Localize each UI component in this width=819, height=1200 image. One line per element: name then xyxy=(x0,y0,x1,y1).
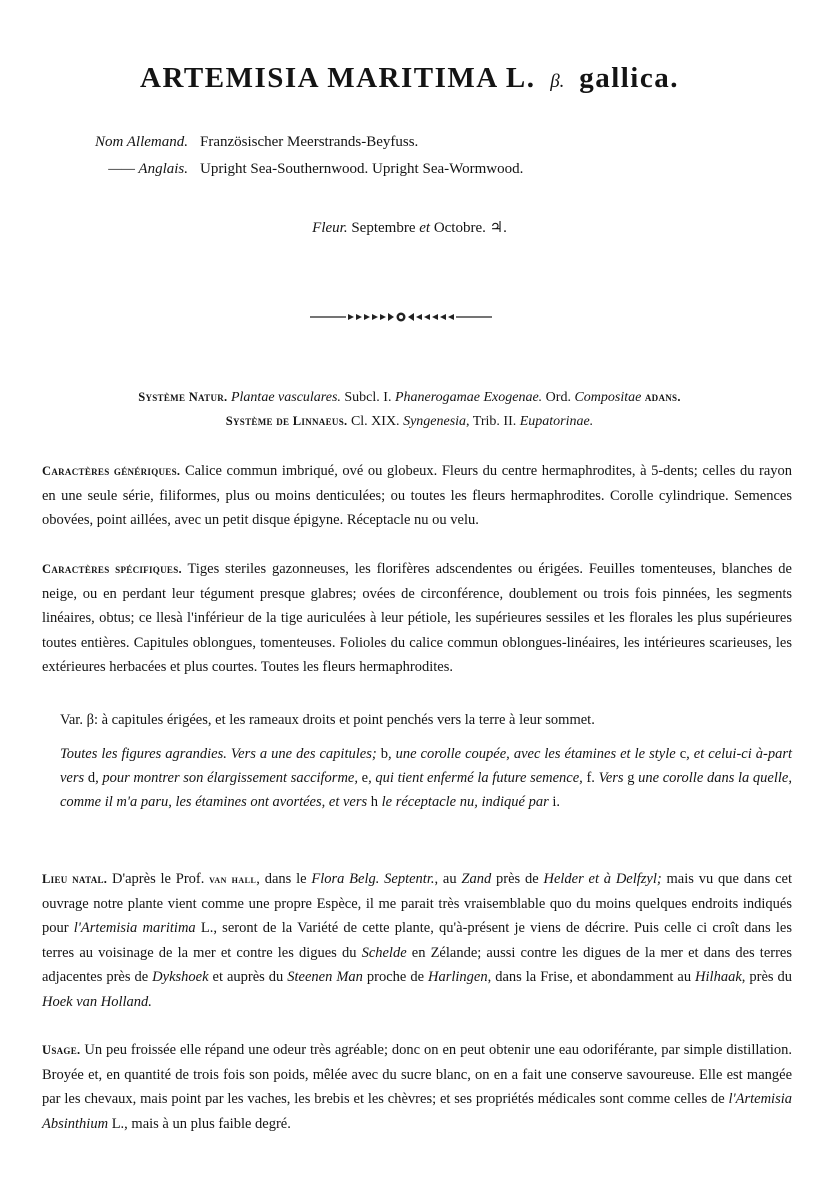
habitat-flora: Flora Belg. Septentr. xyxy=(311,871,435,887)
habitat-text: mais vu que dans cet ouvrage notre plante vient comme une propre Espèce, il me parait très vraisemblable quo du moins quelques endroits indiqués pour xyxy=(42,871,792,936)
legend-letter: c xyxy=(679,746,687,762)
common-name-value: Upright Sea-Southernwood. Upright Sea-Wormwood. xyxy=(200,161,524,177)
system-natural-line xyxy=(0,390,819,406)
title-beta: β. xyxy=(550,71,565,92)
legend-text: , et celui-ci à-part vers xyxy=(60,746,793,786)
flowering-month-2: Octobre. xyxy=(433,220,486,236)
legend-text: , une corolle coupée, avec les étamines et le style xyxy=(387,746,680,762)
habitat-text: proche de xyxy=(362,969,428,985)
habitat-author: van hall xyxy=(209,872,257,886)
system-text: Phanerogamae Exogenae. xyxy=(394,390,543,405)
common-name-row xyxy=(40,161,523,188)
system-text: adans. xyxy=(644,390,681,404)
legend-text: , qui tient enfermé la future semence, xyxy=(368,770,587,786)
generic-characters-text: Calice commun imbriqué, ové ou globeux. Fleurs du centre hermaphrodites, à 5-dents; celles du rayon en une seule série, filiformes, plus ou moins denticulées; ou toutes les fleurs hermaphrodites. Corolle cylindrique. Semences obovées, point aillées, avec un petit disque épigyne. Réceptacle nu ou velu. xyxy=(42,463,793,528)
legend-letter: g xyxy=(627,770,635,786)
legend-letter: f. xyxy=(586,770,595,786)
legend-text: le réceptacle nu, indiqué par xyxy=(378,794,553,810)
specific-characters xyxy=(42,557,792,680)
habitat-head: Lieu natal. xyxy=(42,872,108,886)
title-main: ARTEMISIA MARITIMA L. xyxy=(140,62,536,94)
habitat-place: Schelde xyxy=(361,944,407,961)
specific-characters-text: Tiges steriles gazonneuses, les florifères adscendentes ou érigées. Feuilles tomenteuses, blanches de neige, ou en perdant leur tégument presque glabres; ovées de circonférence, doublement ou trois fois pinnées, les segments linéaires, obtus; ce llesà l'inférieur de la tige auriculées à leur pétiole, les supérieures sessiles et les florales les plus supérieures toutes entières. Capitules oblongues, tomenteuses. Folioles du calice commun oblongues-linéaires, les intérieures scarieuses, les extérieures herbacées et plus courtes. Toutes les fleurs hermaphrodites. xyxy=(42,561,792,675)
habitat-text: L., seront de la Variété de cette plante, qu'à-présent je viens de décrire. Puis celle ci croît dans les terres au voisinage de la mer et contre les digues du xyxy=(42,920,792,961)
system-text: Eupatorinae. xyxy=(519,414,594,429)
system-natural-head: Système Natur. xyxy=(138,390,228,404)
habitat-place: Hoek van Holland. xyxy=(42,993,152,1010)
ornament-divider-icon xyxy=(310,310,492,324)
system-linnaeus-head: Système de Linnaeus. xyxy=(225,414,348,428)
figure-legend xyxy=(60,742,792,814)
generic-characters xyxy=(42,459,792,533)
habitat-place: Hilhaak xyxy=(695,969,742,985)
flowering-et: et xyxy=(419,220,431,236)
flowering-label: Fleur. xyxy=(312,220,348,236)
common-names xyxy=(40,134,523,188)
habitat-text: et auprès du xyxy=(208,969,288,985)
title-variety: gallica. xyxy=(579,62,679,94)
usage-text: Un peu froissée elle répand une odeur très agréable; donc on en peut obtenir une eau odoriférante, par simple distillation. Broyée et, en quantité de trois fois son poids, mêlée avec du sucre blanc, on en a fait une conserve savoureuse. Elle est mangée par les chevaux, mais point par les vaches, les brebis et les chèvres; et ses propriétés médicales sont comme celles de xyxy=(42,1042,793,1107)
usage-text: L., mais à un plus faible degré. xyxy=(108,1115,291,1132)
legend-letter: h xyxy=(370,794,379,810)
perennial-symbol: ♃. xyxy=(489,220,507,236)
specific-characters-head: Caractères spécifiques. xyxy=(42,562,182,576)
system-text: Plantae vasculares. xyxy=(230,390,341,405)
legend-text: , pour montrer son élargissement sacciforme, xyxy=(95,770,362,786)
common-name-label: Nom Allemand. xyxy=(94,134,188,150)
habitat-text: D'après le Prof. xyxy=(112,871,210,887)
common-name-row xyxy=(40,134,523,161)
habitat-species: l'Artemisia maritima xyxy=(73,920,196,936)
flowering-month-1: Septembre xyxy=(351,220,416,236)
usage-head: Usage. xyxy=(42,1043,81,1057)
legend-text: Vers xyxy=(594,770,628,786)
system-text: Compositae xyxy=(574,390,642,405)
system-text: Syngenesia xyxy=(403,414,467,429)
habitat-place: Steenen Man xyxy=(287,969,363,985)
usage-species: l'Artemisia Absinthium xyxy=(42,1091,792,1132)
system-text: , Trib. II. xyxy=(466,414,517,429)
habitat-text: , dans la Frise, et abondamment au xyxy=(487,969,696,985)
habitat-text: près de xyxy=(491,871,544,887)
legend-letter: e xyxy=(361,770,369,786)
variety-line: Var. β: à capitules érigées, et les rameaux droits et point penchés vers la terre à leur sommet. xyxy=(60,712,595,728)
system-text: Ord. xyxy=(545,390,571,405)
habitat xyxy=(42,867,792,1014)
habitat-place: Dykshoek xyxy=(152,969,209,985)
common-name-value: Französischer Meerstrands-Beyfuss. xyxy=(200,134,419,150)
system-text: Subcl. I. xyxy=(344,390,392,405)
legend-text: Toutes les figures agrandies. Vers a une des capitules; xyxy=(60,746,381,762)
system-linnaeus-line xyxy=(0,414,819,430)
page-title xyxy=(0,62,819,95)
common-name-label: —— Anglais. xyxy=(108,161,188,177)
flowering-line xyxy=(0,218,819,237)
generic-characters-head: Caractères génériques. xyxy=(42,464,181,478)
habitat-text: , près du xyxy=(741,969,793,985)
legend-text: une corolle dans la quelle, comme il m'a paru, les étamines ont avortées, et vers xyxy=(60,770,792,810)
habitat-text: en Zélande; aussi contre les digues de la mer et dans des terres adjacentes près de xyxy=(42,944,792,985)
legend-letter: d xyxy=(87,770,96,786)
habitat-place: Helder et à Delfzyl; xyxy=(543,871,662,887)
legend-letter: i. xyxy=(552,794,561,810)
usage xyxy=(42,1038,792,1136)
legend-letter: b xyxy=(380,746,388,762)
habitat-place: Harlingen xyxy=(428,969,488,985)
habitat-text: , au xyxy=(434,871,462,887)
habitat-place: Zand xyxy=(461,871,492,887)
habitat-text: , dans le xyxy=(256,871,312,887)
system-text: Cl. XIX. xyxy=(350,414,400,429)
